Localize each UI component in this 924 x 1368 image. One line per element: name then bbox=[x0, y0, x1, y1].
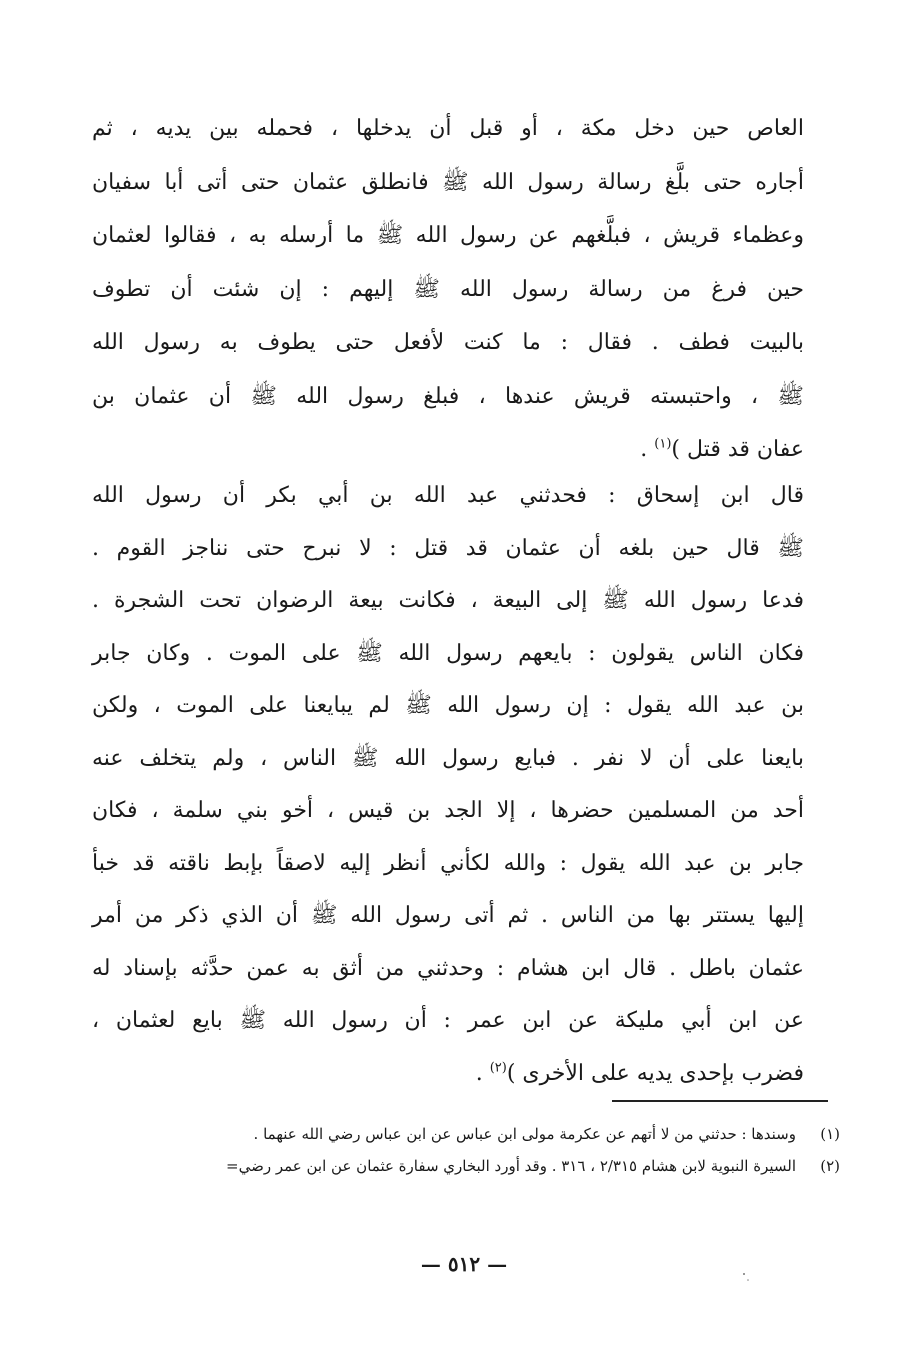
paragraph-1 bbox=[92, 102, 804, 477]
text-line: أجاره حتى بلَّغ رسالة رسول الله ﷺ فانطلق عثمان حتى أتى أبا سفيان bbox=[92, 169, 804, 195]
scan-speck bbox=[740, 1270, 752, 1284]
footnote-number: (٢) bbox=[820, 1157, 840, 1175]
text-line: فدعا رسول الله ﷺ إلى البيعة ، فكانت بيعة الرضوان تحت الشجرة . bbox=[92, 588, 804, 613]
text-line: وعظماء قريش ، فبلَّغهم عن رسول الله ﷺ ما أرسله به ، فقالوا لعثمان bbox=[92, 223, 804, 248]
text-line: عن ابن أبي مليكة عن ابن عمر : أن رسول الله ﷺ بايع لعثمان ، bbox=[92, 1008, 804, 1033]
text-fragment-end: . bbox=[640, 437, 655, 462]
footnotes bbox=[128, 1118, 840, 1182]
text-line: جابر بن عبد الله يقول : والله لكأني أنظر إليه لاصقاً بإبط ناقته قد خبأ bbox=[92, 850, 804, 876]
paragraph-2 bbox=[92, 470, 804, 1100]
footnote-text: وسندها : حدثني من لا أتهم عن عكرمة مولى ابن عباس عن ابن عباس رضي الله عنهما . bbox=[253, 1125, 796, 1143]
text-line: العاص حين دخل مكة ، أو قبل أن يدخلها ، فحمله بين يديه ، ثم bbox=[92, 116, 804, 141]
footnote-text: السيرة النبوية لابن هشام ٢/٣١٥ ، ٣١٦ . وقد أورد البخاري سفارة عثمان عن ابن عمر رضي= bbox=[226, 1157, 796, 1175]
paren-close: ) bbox=[506, 1060, 516, 1086]
text-line-last bbox=[92, 423, 804, 477]
text-line-last bbox=[92, 1048, 804, 1101]
footnote-2 bbox=[128, 1150, 840, 1182]
page-number: — ٥١٢ — bbox=[420, 1252, 508, 1276]
text-fragment: فضرب بإحدى يديه على الأخرى bbox=[522, 1060, 804, 1086]
footnote-number: (١) bbox=[820, 1125, 840, 1143]
text-line: بالبيت فطف . فقال : ما كنت لأفعل حتى يطوف به رسول الله bbox=[92, 330, 804, 355]
text-line: ﷺ قال حين بلغه أن عثمان قد قتل : لا نبرح حتى نناجز القوم . bbox=[92, 535, 804, 561]
text-line: فكان الناس يقولون : بايعهم رسول الله ﷺ على الموت . وكان جابر bbox=[92, 640, 804, 666]
text-line: ﷺ ، واحتبسته قريش عندها ، فبلغ رسول الله ﷺ أن عثمان بن bbox=[92, 383, 804, 409]
footnote-ref-1[interactable]: (١) bbox=[654, 436, 672, 452]
text-line: حين فرغ من رسالة رسول الله ﷺ إليهم : إن شئت أن تطوف bbox=[92, 276, 804, 302]
footnote-ref-2[interactable]: (٢) bbox=[489, 1060, 507, 1076]
text-line: قال ابن إسحاق : فحدثني عبد الله بن أبي بكر أن رسول الله bbox=[92, 483, 804, 508]
footnote-1 bbox=[128, 1118, 840, 1150]
text-fragment-end: . bbox=[475, 1060, 490, 1086]
paren-close: ) bbox=[671, 437, 681, 462]
footnote-separator bbox=[612, 1100, 828, 1102]
text-line: عثمان باطل . قال ابن هشام : وحدثني من أثق به عمن حدَّثه بإسناد له bbox=[92, 955, 804, 981]
text-line: إليها يستتر بها من الناس . ثم أتى رسول الله ﷺ أن الذي ذكر من أمر bbox=[92, 903, 804, 928]
text-line: بن عبد الله يقول : إن رسول الله ﷺ لم يبايعنا على الموت ، ولكن bbox=[92, 693, 804, 718]
text-fragment: عفان قد قتل bbox=[687, 437, 804, 462]
text-line: أحد من المسلمين حضرها ، إلا الجد بن قيس ، أخو بني سلمة ، فكان bbox=[92, 798, 804, 823]
text-line: بايعنا على أن لا نفر . فبايع رسول الله ﷺ الناس ، ولم يتخلف عنه bbox=[92, 745, 804, 771]
